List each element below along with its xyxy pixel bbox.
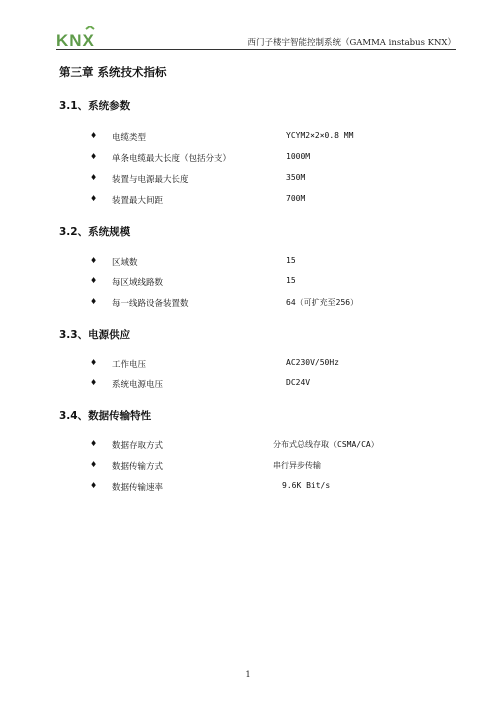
item-value: 350M — [286, 173, 306, 182]
section-title: 3.4、数据传输特性 — [59, 410, 152, 422]
item-label: 装置最大间距 — [112, 196, 164, 206]
bullet-icon: ♦ — [90, 152, 98, 161]
chapter-title: 第三章 系统技术指标 — [59, 65, 167, 79]
item-label: 数据传输速率 — [112, 483, 164, 493]
bullet-icon: ♦ — [90, 358, 98, 367]
item-label: 电缆类型 — [112, 133, 147, 143]
item-value: 64（可扩充至256） — [286, 298, 359, 307]
bullet-icon: ♦ — [90, 194, 98, 203]
bullet-icon: ♦ — [90, 256, 98, 265]
bullet-icon: ♦ — [90, 131, 98, 140]
item-value: DC24V — [286, 378, 311, 387]
item-value: YCYM2×2×0.8 MM — [286, 131, 354, 140]
item-value: 串行异步传输 — [273, 461, 321, 470]
item-value: 9.6K Bit/s — [282, 481, 331, 490]
item-label: 装置与电源最大长度 — [112, 175, 189, 185]
bullet-icon: ♦ — [90, 378, 98, 387]
item-value: 分布式总线存取（CSMA/CA） — [273, 440, 379, 449]
bullet-icon: ♦ — [90, 173, 98, 182]
header-title: 西门子楼宇智能控制系统（GAMMA instabus KNX） — [247, 38, 456, 48]
bullet-icon: ♦ — [90, 276, 98, 285]
knx-logo — [56, 26, 112, 50]
item-label: 单条电缆最大长度（包括分支） — [112, 154, 232, 164]
section-title: 3.1、系统参数 — [59, 100, 131, 112]
page-number: 1 — [245, 670, 251, 679]
logo-chevron-icon — [86, 26, 94, 29]
item-value: 15 — [286, 276, 296, 285]
item-label: 数据存取方式 — [112, 441, 164, 451]
item-label: 数据传输方式 — [112, 462, 164, 472]
item-value: 1000M — [286, 152, 311, 161]
bullet-icon: ♦ — [90, 460, 98, 469]
item-label: 系统电源电压 — [112, 380, 164, 390]
section-title: 3.2、系统规模 — [59, 226, 131, 238]
item-label: 每一线路设备装置数 — [112, 299, 189, 309]
item-label: 每区域线路数 — [112, 278, 164, 288]
bullet-icon: ♦ — [90, 297, 98, 306]
item-value: AC230V/50Hz — [286, 358, 339, 367]
header-divider — [56, 49, 456, 50]
item-value: 700M — [286, 194, 306, 203]
item-label: 工作电压 — [112, 360, 147, 370]
bullet-icon: ♦ — [90, 481, 98, 490]
item-label: 区域数 — [112, 258, 138, 268]
bullet-icon: ♦ — [90, 439, 98, 448]
logo-text: KNX — [56, 31, 95, 50]
item-value: 15 — [286, 256, 296, 265]
section-title: 3.3、电源供应 — [59, 329, 131, 341]
